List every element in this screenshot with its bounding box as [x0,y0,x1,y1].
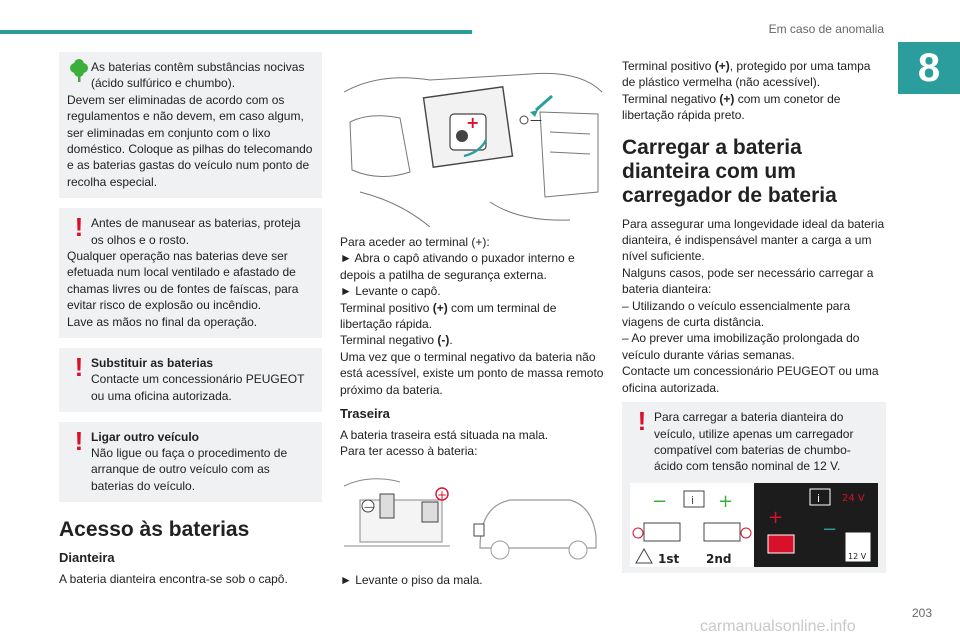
subheading-rear: Traseira [340,406,390,422]
column-2 [340,52,604,594]
svg-text:+: + [718,490,734,512]
label-2nd: 2nd [706,551,732,566]
rear-step-lift-floor: ► Levante o piso da mala. [340,572,483,587]
rear-negative-terminal-text: Terminal negativo (+) com um conetor de libertação rápida preto. [622,91,841,123]
charge-case-short-trips: – Utilizando o veículo essencialmente para viagens de curta distância. [622,298,851,330]
negative-terminal-text: Terminal negativo (-). [340,333,453,348]
charge-case-immobilisation: – Ao prever uma imobilização prolongada do veículo durante várias semanas. [622,331,860,362]
rear-battery-access-intro: Para ter acesso à bateria: [340,444,478,459]
heading-access: Acesso às baterias [59,518,250,542]
warning-protection-body-2: Lave as mãos no final da operação. [67,314,258,329]
warning-jump-title: Ligar outro veículo [91,429,200,444]
page-number: 203 [912,606,933,620]
rear-battery-location: A bateria traseira está situada na mala. [340,428,549,443]
svg-text:i: i [691,493,695,507]
environment-note-body: Devem ser eliminadas de acordo com os regulamentos e não devem, em caso algum, ser eliminadas em conjunto com o lixo doméstico. Coloque as pilhas do telecomando e as baterias gastas do veículo num ponto de recolha especial. [67,92,313,189]
svg-text:—: — [530,113,542,127]
rear-battery-illustration [340,466,604,566]
warning-icon: ! [74,425,84,456]
charger-diagram [630,483,878,567]
svg-text:−: − [822,518,838,540]
warning-icon: ! [74,212,84,243]
watermark: carmanualsonline.info [700,618,856,635]
svg-text:+: + [466,113,480,132]
warning-replace-title: Substituir as baterias [91,356,214,371]
warning-charger-text: Para carregar a bateria dianteira do veículo, utilize apenas um carregador compatível com baterias de chumbo-ácido com tensão nominal de 12 V. [654,410,854,474]
warning-jump [59,422,322,502]
rear-positive-terminal-text: Terminal positivo (+), protegido por uma tampa de plástico vermelha (não acessível). [622,59,871,90]
remote-ground-text: Uma vez que o terminal negativo da bateria não está acessível, existe um ponto de massa remoto próximo da bateria. [340,349,604,397]
access-step-open-bonnet: ► Abra o capô ativando o puxador interno e depois a patilha de segurança externa. [340,251,575,282]
label-12v: 12 V [848,551,867,561]
charge-cases-intro: Nalguns casos, pode ser necessário carregar a bateria dianteira: [622,265,874,297]
warning-protection [59,208,322,338]
positive-terminal-text: Terminal positivo (+) com um terminal de libertação rápida. [340,300,557,332]
warning-replace-text: Contacte um concessionário PEUGEOT ou uma oficina autorizada. [91,372,305,403]
warning-replace [59,348,322,412]
svg-text:+: + [437,487,448,502]
warning-icon: ! [74,352,84,383]
chapter-tab: 8 [898,42,960,94]
access-terminal-intro: Para aceder ao terminal (+): [340,235,490,249]
warning-protection-first: Antes de manusear as baterias, proteja os olhos e o rosto. [91,216,301,247]
charge-intro: Para assegurar uma longevidade ideal da bateria dianteira, é indispensável manter a carga a um nível suficiente. [622,216,885,264]
access-step-lift-bonnet: ► Levante o capô. [340,284,441,299]
charger-diagram-right [754,483,878,567]
label-1st: 1st [658,551,680,566]
subheading-front: Dianteira [59,550,115,566]
warning-charger [622,402,886,573]
svg-text:+: + [768,506,784,528]
header-bar [0,30,472,34]
section-title: Em caso de anomalia [768,22,884,36]
tree-icon [67,59,91,85]
charge-contact: Contacte um concessionário PEUGEOT ou uma oficina autorizada. [622,364,879,395]
engine-bay-illustration [340,52,604,230]
warning-icon: ! [637,406,647,437]
svg-text:—: — [364,501,374,513]
environment-note-first: As baterias contêm substâncias nocivas (ácido sulfúrico e chumbo). [91,60,305,91]
column-3 [622,58,886,583]
warning-protection-body: Qualquer operação nas baterias deve ser efetuada num local ventilado e afastado de chamas livres ou de fontes de faíscas, para evitar risco de explosão ou incêndio. [67,249,299,313]
heading-charge: Carregar a bateria dianteira com um carregador de bateria [622,135,837,207]
warning-jump-text: Não ligue ou faça o procedimento de arranque de outro veículo com as baterias do veículo. [91,445,288,493]
svg-text:−: − [652,490,668,512]
environment-note [59,52,322,198]
svg-text:i: i [817,491,821,505]
column-1 [59,52,322,594]
label-24v: 24 V [842,492,865,504]
front-battery-text: A bateria dianteira encontra-se sob o capô. [59,572,288,587]
charger-diagram-left [630,483,754,567]
